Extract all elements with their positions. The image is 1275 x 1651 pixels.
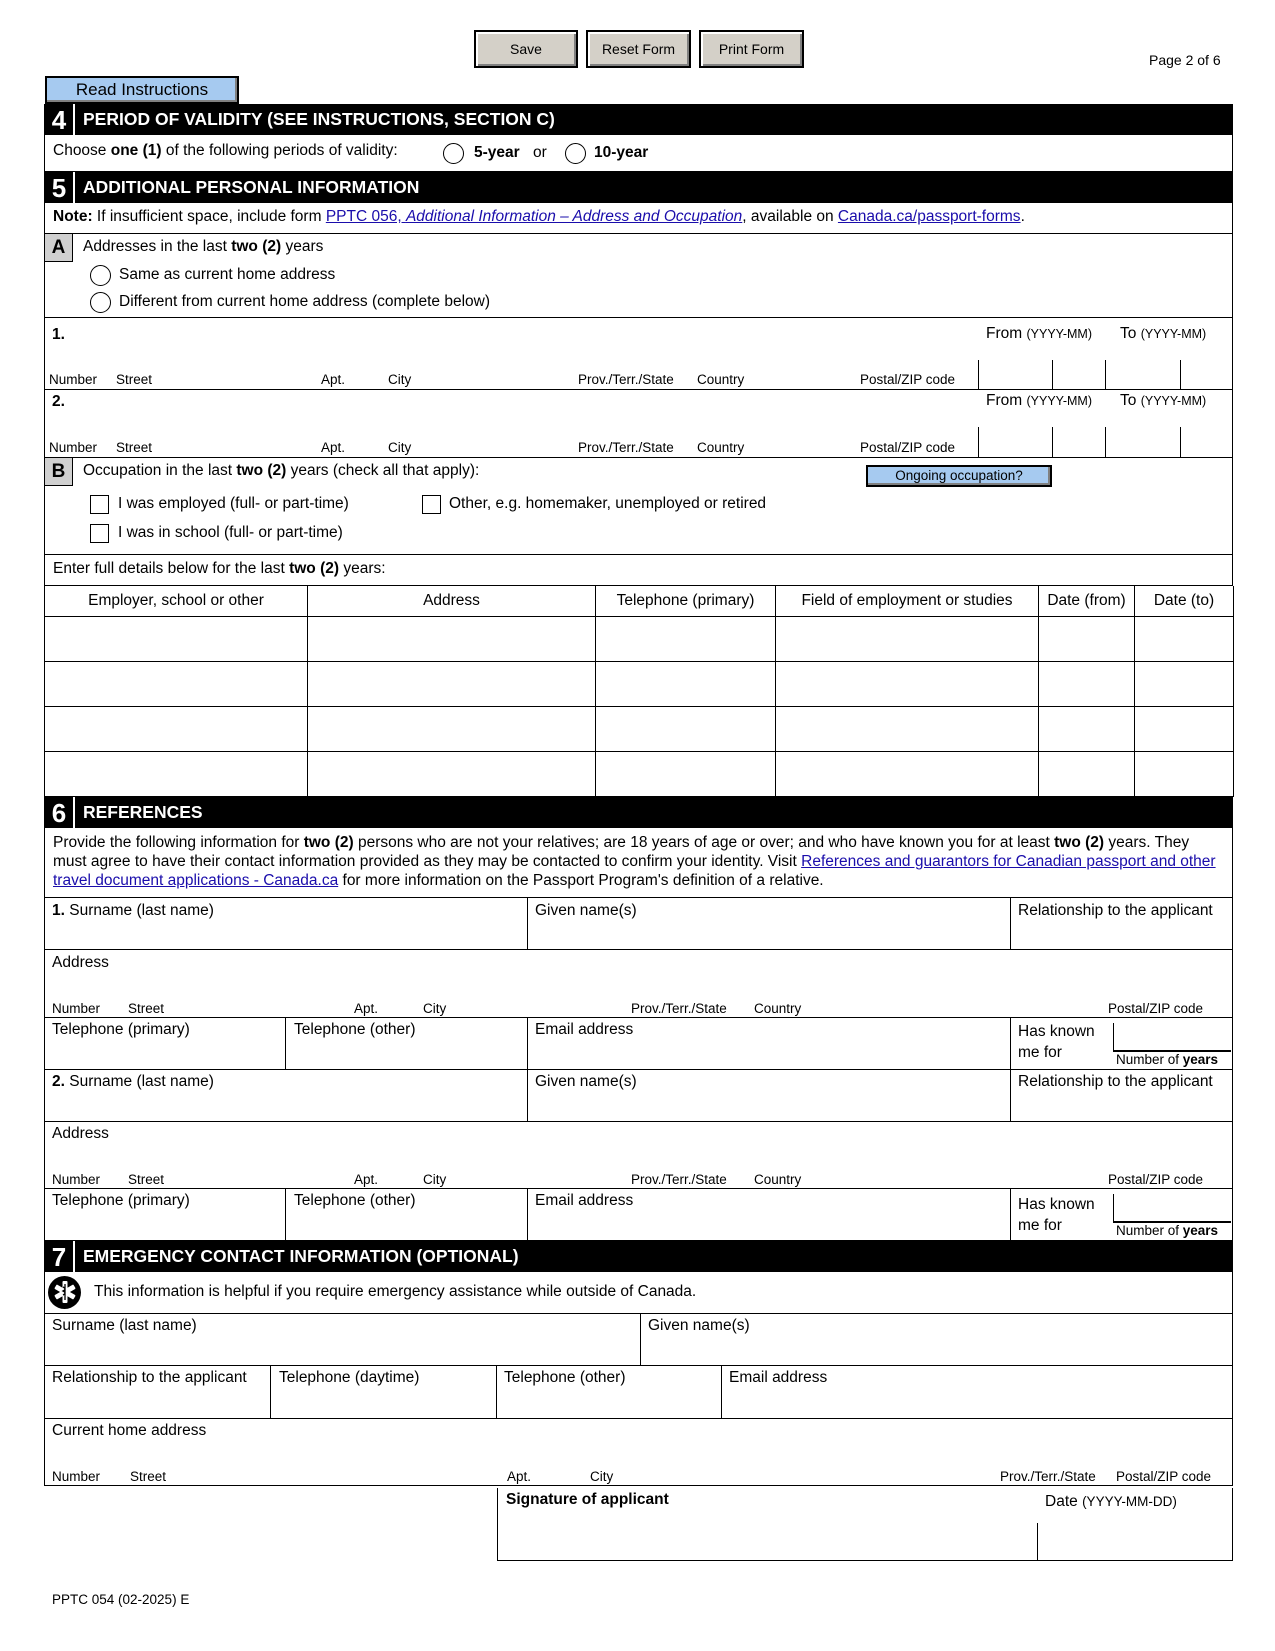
print-form-button[interactable]: Print Form <box>699 30 804 68</box>
street-label: Street <box>116 372 153 387</box>
section-title: EMERGENCY CONTACT INFORMATION (OPTIONAL) <box>83 1245 519 1266</box>
relationship-label: Relationship to the applicant <box>52 1368 247 1386</box>
city-label: City <box>423 1000 447 1016</box>
apt-label: Apt. <box>507 1468 532 1484</box>
date-divider <box>978 360 979 389</box>
details-row <box>44 555 1233 586</box>
addresses-question <box>44 234 1233 318</box>
section-5-header <box>44 172 1233 203</box>
employed-label: I was employed (full- or part-time) <box>118 495 349 512</box>
save-button[interactable]: Save <box>474 30 578 68</box>
street-label: Street <box>128 1171 165 1187</box>
table-cell[interactable] <box>45 751 308 796</box>
email-label: Email address <box>535 1020 634 1038</box>
section-number: 6 <box>45 797 75 828</box>
country-label: Country <box>697 440 745 455</box>
field-divider <box>527 1018 528 1069</box>
table-header <box>45 586 1234 616</box>
me-for-label: me for <box>1018 1043 1062 1061</box>
table-cell[interactable] <box>308 661 596 706</box>
section-number: 5 <box>45 172 75 203</box>
reference-1-address-row[interactable] <box>44 950 1233 1018</box>
telephone-other-label: Telephone (other) <box>504 1368 626 1386</box>
details-instruction: Enter full details below for the last two (2) years: <box>53 560 386 577</box>
table-cell[interactable] <box>308 706 596 751</box>
telephone-daytime-label: Telephone (daytime) <box>279 1368 420 1386</box>
occupation-question <box>44 458 1233 555</box>
section-number: 7 <box>45 1241 75 1272</box>
postal-label: Postal/ZIP code <box>1108 1171 1204 1187</box>
reference-1-contact-row <box>44 1018 1233 1070</box>
same-address-label: Same as current home address <box>119 266 336 283</box>
pptc-056-link[interactable]: PPTC 056, Additional Information – Address and Occupation <box>325 208 743 225</box>
table-row <box>45 661 1234 706</box>
validity-row <box>44 135 1233 172</box>
table-row <box>45 706 1234 751</box>
field-divider <box>1010 1018 1011 1069</box>
form-code: PPTC 054 (02-2025) E <box>52 1592 190 1607</box>
different-address-label: Different from current home address (complete below) <box>119 293 491 310</box>
apt-label: Apt. <box>354 1000 379 1016</box>
table-cell[interactable] <box>308 751 596 796</box>
emergency-name-row <box>44 1314 1233 1366</box>
subsection-a-letter: A <box>45 234 73 262</box>
section-4-header <box>44 104 1233 135</box>
emergency-info-row <box>44 1272 1233 1314</box>
ongoing-occupation-button[interactable]: Ongoing occupation? <box>866 465 1052 487</box>
table-cell[interactable] <box>1135 751 1234 796</box>
section-title: PERIOD OF VALIDITY (SEE INSTRUCTIONS, SECTION C) <box>83 109 555 129</box>
number-label: Number <box>52 1468 101 1484</box>
street-label: Street <box>130 1468 167 1484</box>
medical-star-icon <box>48 1276 81 1309</box>
city-label: City <box>423 1171 447 1187</box>
table-cell[interactable] <box>1135 661 1234 706</box>
prov-label: Prov./Terr./State <box>578 372 674 387</box>
table-cell[interactable] <box>596 706 776 751</box>
section-title: ADDITIONAL PERSONAL INFORMATION <box>83 177 420 197</box>
table-cell[interactable] <box>308 616 596 661</box>
field-divider <box>527 1070 528 1121</box>
postal-label: Postal/ZIP code <box>860 440 956 455</box>
reference-2-name-row <box>44 1070 1233 1122</box>
section-7-header <box>44 1241 1233 1272</box>
given-names-label: Given name(s) <box>648 1316 750 1334</box>
column-header: Address <box>308 586 596 616</box>
relationship-label: Relationship to the applicant <box>1018 1072 1213 1090</box>
option-5-year-label: 5-year <box>474 144 520 161</box>
passport-forms-link[interactable]: Canada.ca/passport-forms <box>837 208 1021 225</box>
number-label: Number <box>49 440 98 455</box>
prov-label: Prov./Terr./State <box>631 1000 727 1016</box>
country-label: Country <box>754 1171 802 1187</box>
street-label: Street <box>128 1000 165 1016</box>
number-of-years-label: Number of years <box>1116 1051 1219 1067</box>
me-for-label: me for <box>1018 1216 1062 1234</box>
field-divider <box>1010 1189 1011 1240</box>
column-header: Date (to) <box>1135 586 1234 616</box>
validity-instruction: Choose one (1) of the following periods of validity: <box>53 142 398 159</box>
home-address-label: Current home address <box>52 1421 207 1439</box>
field-divider <box>527 1189 528 1240</box>
number-label: Number <box>52 1171 101 1187</box>
from-label: From (YYYY-MM) <box>986 392 1092 409</box>
address-label: Address <box>52 1124 109 1142</box>
date-label: Date (YYYY-MM-DD) <box>1045 1493 1177 1510</box>
table-cell[interactable] <box>45 706 308 751</box>
country-label: Country <box>697 372 745 387</box>
reference-2-contact-row <box>44 1189 1233 1241</box>
row-number: 2. <box>52 393 65 410</box>
street-label: Street <box>116 440 153 455</box>
checkbox-school[interactable] <box>90 524 109 543</box>
has-known-label: Has known <box>1018 1195 1095 1213</box>
surname-label: 2. Surname (last name) <box>52 1072 214 1090</box>
radio-5-year[interactable] <box>443 143 464 164</box>
references-intro-text: Provide the following information for two (2) persons who are not your relatives; are 18 years of age or over; and who have known you for at least two (2) years. They must agree to have their contact information provided as they may be contacted to confirm your identity. Visit References and guarantors for Canadian passport and other travel document applications - Canada.ca for more information on the Passport Program's definition of a relative. <box>53 833 1216 889</box>
form-body <box>44 104 1233 1486</box>
years-known-input[interactable] <box>1113 1023 1231 1052</box>
radio-same-address[interactable] <box>90 265 111 286</box>
number-label: Number <box>52 1000 101 1016</box>
table-cell[interactable] <box>45 661 308 706</box>
section-number: 4 <box>45 104 75 135</box>
employment-table <box>44 586 1234 797</box>
table-row <box>45 616 1234 661</box>
has-known-label: Has known <box>1018 1022 1095 1040</box>
surname-label: 1. Surname (last name) <box>52 901 214 919</box>
signature-label: Signature of applicant <box>506 1491 669 1508</box>
reference-1-name-row <box>44 898 1233 950</box>
references-intro <box>44 828 1233 898</box>
school-label: I was in school (full- or part-time) <box>118 524 343 541</box>
email-label: Email address <box>535 1191 634 1209</box>
table-cell[interactable] <box>45 616 308 661</box>
city-label: City <box>388 440 412 455</box>
table-cell[interactable] <box>776 706 1039 751</box>
date-divider <box>1105 427 1106 457</box>
note-row <box>44 203 1233 234</box>
field-divider <box>721 1366 722 1418</box>
date-divider <box>1052 427 1053 457</box>
telephone-other-label: Telephone (other) <box>294 1191 416 1209</box>
table-cell[interactable] <box>596 616 776 661</box>
section-title: REFERENCES <box>83 801 203 822</box>
table-cell[interactable] <box>1135 616 1234 661</box>
table-cell[interactable] <box>1135 706 1234 751</box>
prov-label: Prov./Terr./State <box>631 1171 727 1187</box>
subsection-b-letter: B <box>45 458 73 486</box>
prov-label: Prov./Terr./State <box>1000 1468 1096 1484</box>
radio-10-year[interactable] <box>565 143 586 164</box>
table-cell[interactable] <box>1039 706 1135 751</box>
table-cell[interactable] <box>776 616 1039 661</box>
years-known-input[interactable] <box>1113 1194 1231 1223</box>
date-divider <box>1180 360 1181 389</box>
field-divider <box>1037 1523 1038 1560</box>
telephone-other-label: Telephone (other) <box>294 1020 416 1038</box>
apt-label: Apt. <box>321 372 346 387</box>
emergency-contact-row <box>44 1366 1233 1419</box>
section-6-header <box>44 797 1233 828</box>
emergency-address-row[interactable] <box>44 1419 1233 1486</box>
table-cell[interactable] <box>596 661 776 706</box>
reset-form-button[interactable]: Reset Form <box>586 30 691 68</box>
page-number: Page 2 of 6 <box>1149 52 1221 68</box>
prev-address-row-1[interactable] <box>44 318 1233 390</box>
number-label: Number <box>49 372 98 387</box>
given-names-label: Given name(s) <box>535 901 637 919</box>
occupation-question-label: Occupation in the last two (2) years (check all that apply): <box>83 462 480 479</box>
telephone-primary-label: Telephone (primary) <box>52 1020 190 1038</box>
field-divider <box>527 898 528 949</box>
from-label: From (YYYY-MM) <box>986 325 1092 342</box>
column-header: Field of employment or studies <box>776 586 1039 616</box>
table-cell[interactable] <box>1039 661 1135 706</box>
field-divider <box>1010 1070 1011 1121</box>
table-cell[interactable] <box>776 661 1039 706</box>
country-label: Country <box>754 1000 802 1016</box>
emergency-info-text: This information is helpful if you require emergency assistance while outside of Canada. <box>94 1282 697 1300</box>
checkbox-employed[interactable] <box>90 495 109 514</box>
radio-different-address[interactable] <box>90 292 111 313</box>
field-divider <box>496 1366 497 1418</box>
field-divider <box>1010 898 1011 949</box>
telephone-primary-label: Telephone (primary) <box>52 1191 190 1209</box>
table-cell[interactable] <box>596 751 776 796</box>
read-instructions-button[interactable]: Read Instructions <box>45 76 239 104</box>
apt-label: Apt. <box>354 1171 379 1187</box>
relationship-label: Relationship to the applicant <box>1018 901 1213 919</box>
date-divider <box>978 427 979 457</box>
number-of-years-label: Number of years <box>1116 1222 1219 1238</box>
addresses-question-label: Addresses in the last two (2) years <box>83 238 324 255</box>
field-divider <box>285 1189 286 1240</box>
to-label: To (YYYY-MM) <box>1120 325 1207 342</box>
given-names-label: Given name(s) <box>535 1072 637 1090</box>
other-label: Other, e.g. homemaker, unemployed or retired <box>449 495 767 512</box>
reference-2-address-row[interactable] <box>44 1122 1233 1189</box>
email-label: Email address <box>729 1368 828 1386</box>
prov-label: Prov./Terr./State <box>578 440 674 455</box>
field-divider <box>640 1314 641 1365</box>
apt-label: Apt. <box>321 440 346 455</box>
checkbox-other[interactable] <box>422 495 441 514</box>
table-cell[interactable] <box>1039 616 1135 661</box>
city-label: City <box>388 372 412 387</box>
city-label: City <box>590 1468 614 1484</box>
signature-box[interactable] <box>497 1488 1233 1561</box>
prev-address-row-2[interactable] <box>44 390 1233 458</box>
date-divider <box>1180 427 1181 457</box>
table-row <box>45 751 1234 796</box>
column-header: Date (from) <box>1039 586 1135 616</box>
to-label: To (YYYY-MM) <box>1120 392 1207 409</box>
table-cell[interactable] <box>1039 751 1135 796</box>
table-cell[interactable] <box>776 751 1039 796</box>
date-divider <box>1105 360 1106 389</box>
option-10-year-label: 10-year <box>594 144 649 161</box>
date-divider <box>1052 360 1053 389</box>
postal-label: Postal/ZIP code <box>1108 1000 1204 1016</box>
address-label: Address <box>52 953 109 971</box>
field-divider <box>285 1018 286 1069</box>
note-text: Note: If insufficient space, include form PPTC 056, Additional Information – Address and Occupation, available on Canada.ca/passport-forms. <box>53 208 1025 225</box>
row-number: 1. <box>52 326 65 343</box>
postal-label: Postal/ZIP code <box>860 372 956 387</box>
column-header: Telephone (primary) <box>596 586 776 616</box>
postal-label: Postal/ZIP code <box>1116 1468 1212 1484</box>
surname-label: Surname (last name) <box>52 1316 197 1334</box>
column-header: Employer, school or other <box>45 586 308 616</box>
references-guarantors-link[interactable]: References and guarantors for Canadian passport and other travel document applications - Canada.ca <box>53 852 1216 889</box>
field-divider <box>270 1366 271 1418</box>
or-label: or <box>533 144 547 161</box>
